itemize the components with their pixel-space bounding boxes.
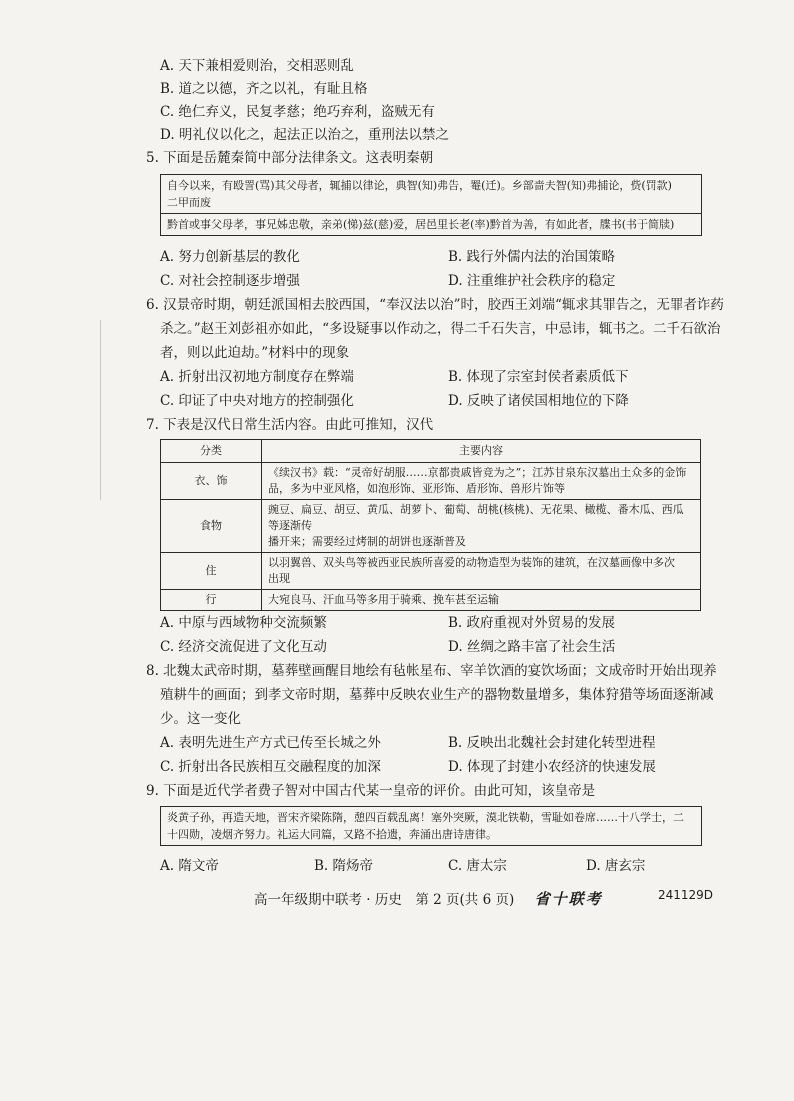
exam-code: 241129D bbox=[658, 888, 714, 902]
q8-option-c: C. 折射出各民族相互交融程度的加深 bbox=[160, 759, 381, 775]
q7-row-clothing-line-2: 品，多为中亚风格，如泡形饰、亚形饰、盾形饰、兽形片饰等 bbox=[268, 482, 565, 495]
q7-row-clothing-category: 衣、饰 bbox=[161, 463, 262, 500]
q8-option-d: D. 体现了封建小农经济的快速发展 bbox=[448, 759, 656, 775]
q8-option-a: A. 表明先进生产方式已传至长城之外 bbox=[160, 735, 381, 751]
q7-row-housing-line-2: 出现 bbox=[268, 572, 290, 585]
q8-stem-line-2: 殖耕牛的画面；到孝文帝时期，墓葬中反映农业生产的器物数量增多，集体狩猎等场面逐渐减 bbox=[160, 687, 714, 703]
q7-row-food-line-2: 播开来；需要经过烤制的胡饼也逐渐普及 bbox=[268, 535, 466, 548]
q4-option-b: B. 道之以德，齐之以礼，有耻且格 bbox=[160, 81, 368, 97]
q5-stem: 5. 下面是岳麓秦简中部分法律条文。这表明秦朝 bbox=[146, 150, 434, 166]
q7-table-header bbox=[161, 440, 701, 463]
q5-law-row-2 bbox=[161, 213, 701, 235]
q7-option-c: C. 经济交流促进了文化互动 bbox=[160, 639, 327, 655]
q7-stem: 7. 下表是汉代日常生活内容。由此可推知，汉代 bbox=[146, 417, 434, 433]
q7-row-travel bbox=[161, 590, 701, 611]
q7-row-food-line-1: 豌豆、扁豆、胡豆、黄瓜、胡萝卜、葡萄、胡桃(核桃)、无花果、橄榄、番木瓜、西瓜等逐渐传 bbox=[268, 503, 684, 532]
q4-option-c: C. 绝仁弃义，民复孝慈；绝巧弃利，盗贼无有 bbox=[160, 104, 435, 120]
q7-row-travel-line-1: 大宛良马、汗血马等多用于骑乘、挽车甚至运输 bbox=[268, 593, 499, 606]
q5-law-row-2-line-1: 黔首或事父母孝，事兄姊忠敬，亲弟(悌)兹(慈)爱，居邑里长老(率)黔首为善，有如此者，牒书(书于简牍) bbox=[167, 218, 675, 231]
q9-option-c: C. 唐太宗 bbox=[448, 858, 507, 874]
paper-fold-line bbox=[100, 320, 101, 500]
q9-quote bbox=[161, 807, 701, 845]
q5-option-a: A. 努力创新基层的教化 bbox=[160, 249, 300, 265]
q6-stem-line-3: 者，则以此迫劫。”材料中的现象 bbox=[160, 345, 350, 361]
q6-option-b: B. 体现了宗室封侯者素质低下 bbox=[448, 369, 629, 385]
page-footer bbox=[254, 888, 603, 909]
q5-law-row-1-line-1: 自今以来，有殴詈(骂)其父母者，辄捕以律论，典智(知)弗告，罨(迁)。乡部啬夫智(知)弗捕论，赀(罚款) bbox=[167, 179, 672, 192]
q6-stem-line-2: 杀之。”赵王刘彭祖亦如此，“多设疑事以作动之，得二千石失言，中忌讳，辄书之。二千石欲治 bbox=[160, 321, 721, 337]
q7-row-housing-content bbox=[262, 553, 701, 590]
q7-header-category: 分类 bbox=[161, 440, 262, 463]
q6-option-d: D. 反映了诸侯国相地位的下降 bbox=[448, 393, 629, 409]
q7-row-housing-line-1: 以羽翼兽、双头鸟等被西亚民族所喜爱的动物造型为装饰的建筑，在汉墓画像中多次 bbox=[268, 556, 675, 569]
q4-option-d: D. 明礼仪以化之，起法正以治之，重刑法以禁之 bbox=[160, 127, 449, 143]
q5-law-box bbox=[160, 174, 702, 236]
q5-option-c: C. 对社会控制逐步增强 bbox=[160, 273, 300, 289]
q7-row-housing-category: 住 bbox=[161, 553, 262, 590]
q7-option-b: B. 政府重视对外贸易的发展 bbox=[448, 615, 616, 631]
q7-row-travel-category: 行 bbox=[161, 590, 262, 611]
q9-stem: 9. 下面是近代学者费子智对中国古代某一皇帝的评价。由此可知，该皇帝是 bbox=[146, 783, 596, 799]
q7-row-clothing-content bbox=[262, 463, 701, 500]
q7-row-clothing-line-1: 《续汉书》载：“灵帝好胡服……京都贵戚皆竞为之”；江苏甘泉东汉墓出土众多的金饰 bbox=[268, 466, 687, 479]
q7-row-housing bbox=[161, 553, 701, 590]
q7-row-food-category: 食物 bbox=[161, 500, 262, 553]
q5-law-row-1 bbox=[161, 175, 701, 213]
q7-row-travel-content bbox=[262, 590, 701, 611]
q9-quote-box bbox=[160, 806, 702, 846]
q9-quote-line-1: 炎黄子孙，再造天地，晋宋齐梁陈隋，憩四百载乱离！塞外突厥，漠北铁勒，雪耻如卷席……十八学士，二 bbox=[167, 811, 684, 824]
q7-life-table bbox=[160, 439, 701, 611]
q9-option-d: D. 唐玄宗 bbox=[586, 858, 646, 874]
q8-option-b: B. 反映出北魏社会封建化转型进程 bbox=[448, 735, 656, 751]
footer-brand: 省十联考 bbox=[534, 890, 603, 908]
footer-text: 高一年级期中联考 · 历史 第 2 页(共 6 页) bbox=[254, 892, 515, 908]
q5-option-d: D. 注重维护社会秩序的稳定 bbox=[448, 273, 616, 289]
q7-option-d: D. 丝绸之路丰富了社会生活 bbox=[448, 639, 616, 655]
q6-option-a: A. 折射出汉初地方制度存在弊端 bbox=[160, 369, 354, 385]
q7-option-a: A. 中原与西域物种交流频繁 bbox=[160, 615, 327, 631]
q8-stem-line-1: 8. 北魏太武帝时期，墓葬壁画醒目地绘有毡帐星布、宰羊饮酒的宴饮场面；文成帝时开始出现养 bbox=[146, 663, 717, 679]
q9-option-a: A. 隋文帝 bbox=[160, 858, 219, 874]
q6-option-c: C. 印证了中央对地方的控制强化 bbox=[160, 393, 354, 409]
q7-row-clothing bbox=[161, 463, 701, 500]
q7-row-food bbox=[161, 500, 701, 553]
q5-law-row-1-line-2: 二甲而废 bbox=[167, 196, 211, 209]
q6-stem-line-1: 6. 汉景帝时期，朝廷派国相去胶西国，“奉汉法以治”时，胶西王刘端“辄求其罪告之，无罪者诈药 bbox=[146, 297, 724, 313]
q5-option-b: B. 践行外儒内法的治国策略 bbox=[448, 249, 616, 265]
q7-row-food-content bbox=[262, 500, 701, 553]
q9-quote-line-2: 十四勋，凌烟齐努力。礼运大同篇，又路不拾遗，奔涌出唐诗唐律。 bbox=[167, 828, 497, 841]
q9-option-b: B. 隋炀帝 bbox=[314, 858, 374, 874]
q7-header-content: 主要内容 bbox=[262, 440, 701, 463]
q8-stem-line-3: 少。这一变化 bbox=[160, 711, 241, 727]
q4-option-a: A. 天下兼相爱则治，交相恶则乱 bbox=[160, 58, 354, 74]
